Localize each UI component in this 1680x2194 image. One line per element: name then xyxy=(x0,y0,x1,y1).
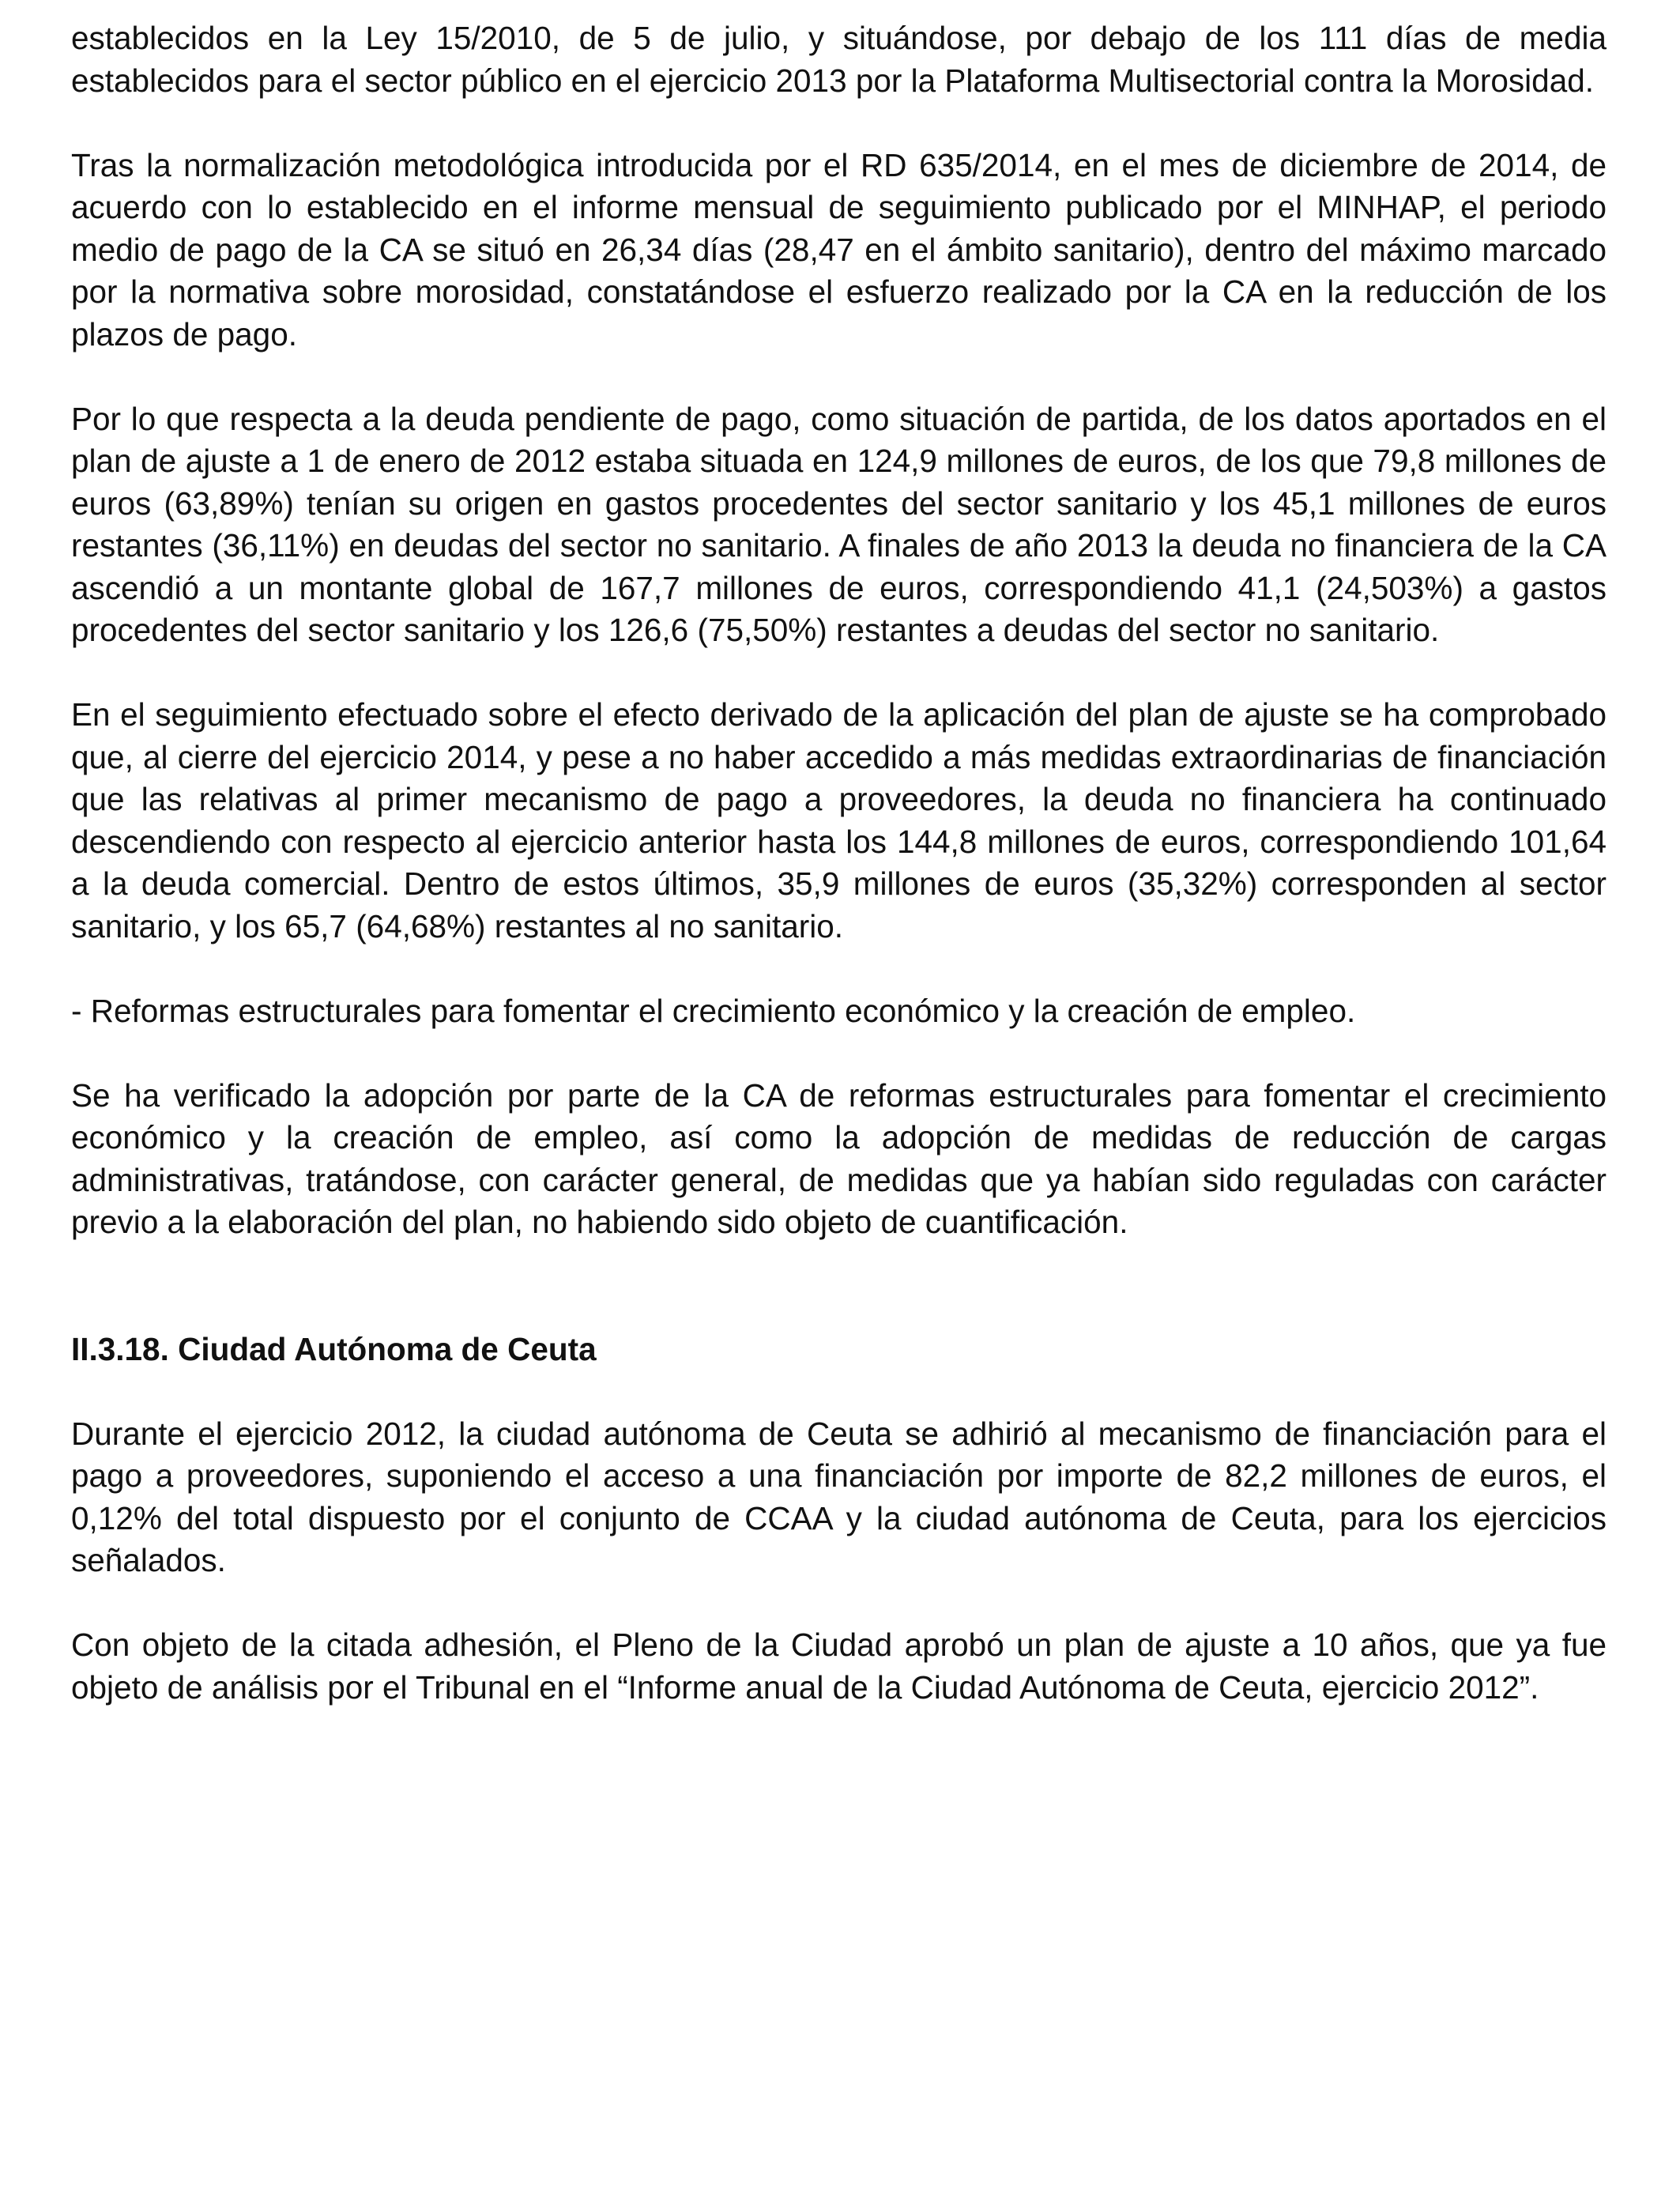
paragraph-periodo-medio-pago: Tras la normalización metodológica introducida por el RD 635/2014, en el mes de diciembre de 2014, de acuerdo con lo establecido en el informe mensual de seguimiento publicado por el MINHAP, el periodo medio de pago de la CA se situó en 26,34 días (28,47 en el ámbito sanitario), dentro del máximo marcado por la normativa sobre morosidad, constatándose el esfuerzo realizado por la CA en la reducción de los plazos de pago. xyxy=(71,146,1607,352)
bullet-heading-reformas: - Reformas estructurales para fomentar el crecimiento económico y la creación de empleo. xyxy=(71,992,1356,1029)
document-page xyxy=(71,17,1607,1751)
paragraph-reformas-estructurales: Se ha verificado la adopción por parte de la CA de reformas estructurales para fomentar el crecimiento económico y la creación de empleo, así como la adopción de medidas de reducción de cargas administrativas, tratándose, con carácter general, de medidas que ya habían sido reguladas con carácter previo a la elaboración del plan, no habiendo sido objeto de cuantificación. xyxy=(71,1076,1607,1240)
paragraph-plazo-pago-continuacion: establecidos en la Ley 15/2010, de 5 de julio, y situándose, por debajo de los 111 días de media establecidos para el sector público en el ejercicio 2013 por la Plataforma Multisectorial contra la Morosidad. xyxy=(71,20,1607,99)
paragraph-ceuta-adhesion: Durante el ejercicio 2012, la ciudad autónoma de Ceuta se adhirió al mecanismo de financiación para el pago a proveedores, suponiendo el acceso a una financiación por importe de 82,2 millones de euros, el 0,12% del total dispuesto por el conjunto de CCAA y la ciudad autónoma de Ceuta, para los ejercicios señalados. xyxy=(71,1415,1607,1578)
section-heading-ceuta: II.3.18. Ciudad Autónoma de Ceuta xyxy=(71,1330,597,1367)
paragraph-seguimiento-plan-ajuste: En el seguimiento efectuado sobre el efecto derivado de la aplicación del plan de ajuste se ha comprobado que, al cierre del ejercicio 2014, y pese a no haber accedido a más medidas extraordinarias de financiación que las relativas al primer mecanismo de pago a proveedores, la deuda no financiera ha continuado descendiendo con respecto al ejercicio anterior hasta los 144,8 millones de euros, correspondiendo 101,64 a la deuda comercial. Dentro de estos últimos, 35,9 millones de euros (35,32%) corresponden al sector sanitario, y los 65,7 (64,68%) restantes al no sanitario. xyxy=(71,696,1607,944)
paragraph-deuda-pendiente: Por lo que respecta a la deuda pendiente de pago, como situación de partida, de los datos aportados en el plan de ajuste a 1 de enero de 2012 estaba situada en 124,9 millones de euros, de los que 79,8 millones de euros (63,89%) tenían su origen en gastos procedentes del sector sanitario y los 45,1 millones de euros restantes (36,11%) en deudas del sector no sanitario. A finales de año 2013 la deuda no financiera de la CA ascendió a un montante global de 167,7 millones de euros, correspondiendo 41,1 (24,503%) a gastos procedentes del sector sanitario y los 126,6 (75,50%) restantes a deudas del sector no sanitario. xyxy=(71,400,1607,648)
paragraph-ceuta-plan-ajuste: Con objeto de la citada adhesión, el Pleno de la Ciudad aprobó un plan de ajuste a 10 años, que ya fue objeto de análisis por el Tribunal en el “Informe anual de la Ciudad Autónoma de Ceuta, ejercicio 2012”. xyxy=(71,1627,1607,1706)
